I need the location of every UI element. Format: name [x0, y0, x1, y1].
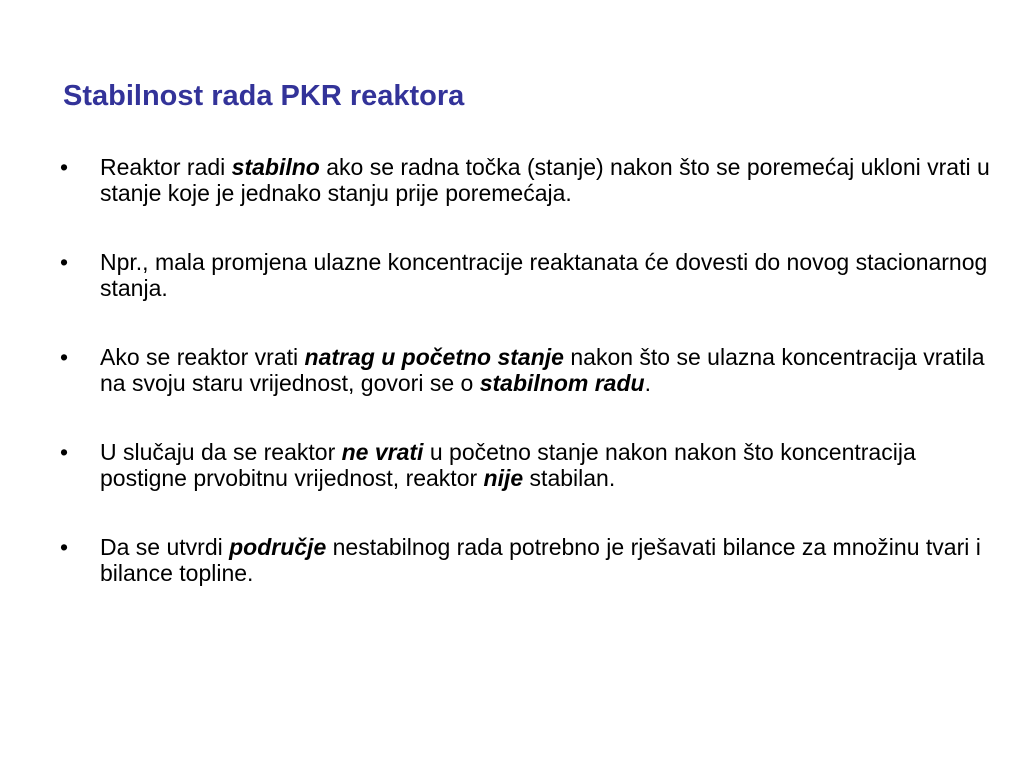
bullet-text-emphasis: stabilnom radu: [479, 370, 645, 396]
bullet-marker: •: [60, 439, 69, 465]
bullet-text-emphasis: nije: [483, 465, 524, 491]
bullet-marker: •: [60, 344, 69, 370]
bullet-text-plain: u početno stanje nakon nakon što koncentracija postigne prvobitnu vrijednost, reaktor: [100, 439, 916, 491]
bullet-item: [60, 534, 990, 586]
bullet-text: [100, 439, 916, 491]
bullet-text-plain: ako se radna točka (stanje) nakon što se poremećaj ukloni vrati u stanje koje je jednako stanju prije poremećaja.: [100, 154, 990, 206]
bullet-item: [60, 439, 990, 491]
bullet-text-plain: Reaktor radi: [100, 154, 232, 180]
bullet-marker: •: [60, 249, 69, 275]
bullet-marker: •: [60, 534, 69, 560]
bullet-text-plain: U slučaju da se reaktor: [100, 439, 342, 465]
bullet-text-plain: nestabilnog rada potrebno je rješavati bilance za množinu tvari i bilance topline.: [100, 534, 981, 586]
bullet-marker: •: [60, 154, 69, 180]
bullet-text-plain: Ako se reaktor vrati: [100, 344, 305, 370]
bullet-text-plain: Da se utvrdi: [100, 534, 230, 560]
bullet-list: [60, 154, 990, 629]
bullet-text-plain: Npr., mala promjena ulazne koncentracije reaktanata će dovesti do novog stacionarnog stanja.: [100, 249, 988, 301]
bullet-text: [100, 154, 990, 206]
bullet-item: [60, 249, 990, 301]
bullet-text: [100, 344, 985, 396]
bullet-text-plain: .: [644, 370, 651, 396]
bullet-text-emphasis: područje: [229, 534, 327, 560]
slide-title: Stabilnost rada PKR reaktora: [63, 80, 465, 112]
bullet-text: [100, 249, 987, 301]
bullet-text-emphasis: natrag u početno stanje: [304, 344, 564, 370]
bullet-text-emphasis: stabilno: [231, 154, 320, 180]
bullet-text: [100, 534, 981, 586]
bullet-text-plain: stabilan.: [523, 465, 616, 491]
bullet-item: [60, 344, 990, 396]
bullet-text-emphasis: ne vrati: [341, 439, 424, 465]
bullet-item: [60, 154, 990, 206]
bullet-text-plain: nakon što se ulazna koncentracija vratila na svoju staru vrijednost, govori se o: [100, 344, 985, 396]
